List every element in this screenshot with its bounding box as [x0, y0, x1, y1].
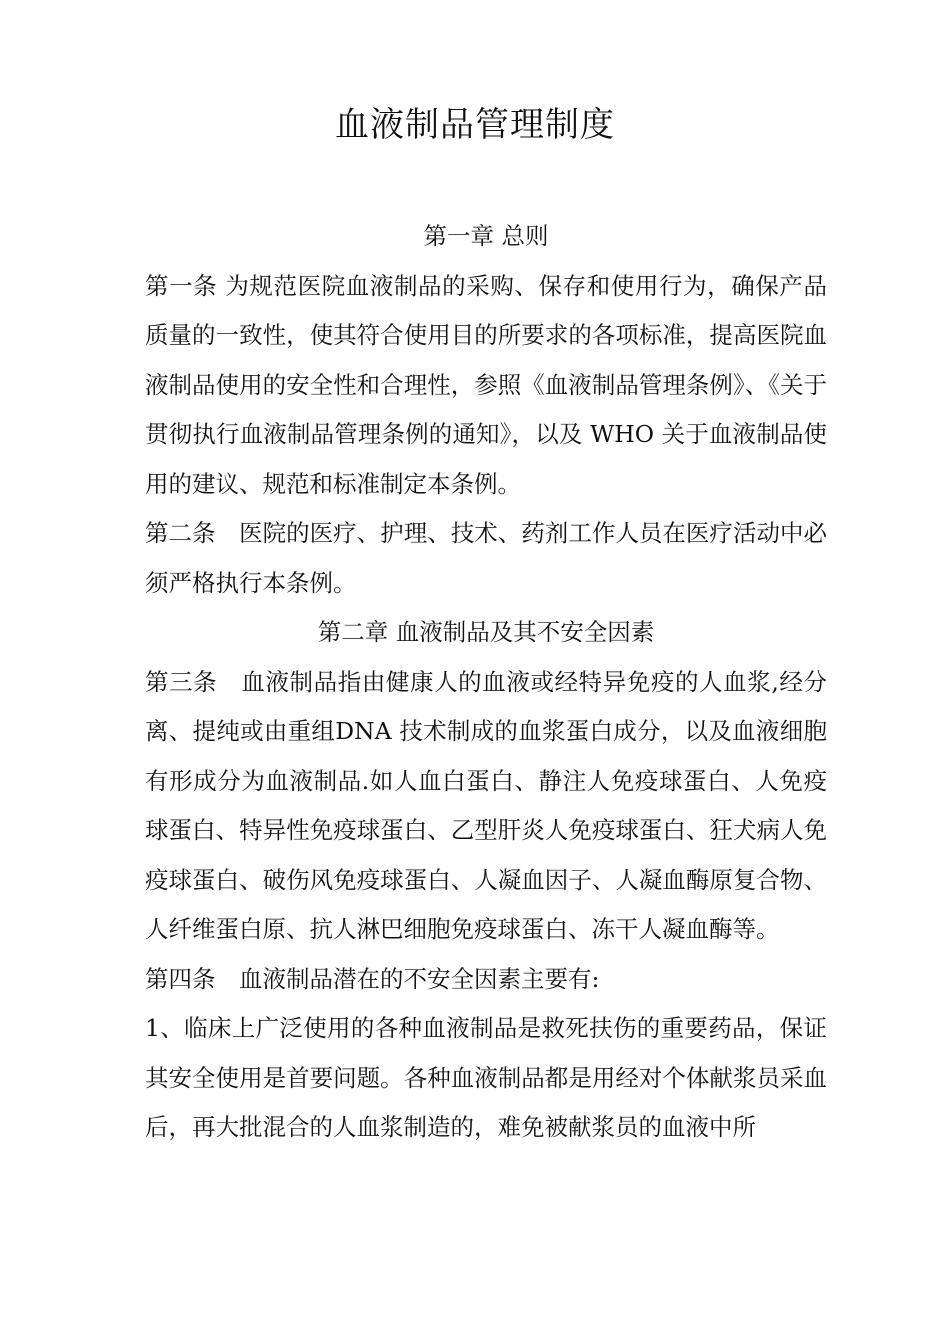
- article-label: 第四条: [145, 964, 216, 993]
- article-text: 为规范医院血液制品的采购、保存和使用行为，确保产品质量的一致性，使其符合使用目的所要求的各项标准，提高医院血液制品使用的安全性和合理性，参照《血液制品管理条例》、《关于贯彻执行血液制品管理条例的通知》，以及 WHO 关于血液制品使用的建议、规范和标准制定本条例。: [145, 271, 827, 498]
- item-number: 1、: [145, 1014, 185, 1042]
- article-paragraph: [145, 658, 827, 955]
- article-text: 血液制品潜在的不安全因素主要有:: [239, 964, 600, 993]
- chapter-heading: 第二章 血液制品及其不安全因素: [317, 618, 655, 646]
- document-body: [145, 212, 827, 1153]
- article-paragraph: [145, 262, 827, 510]
- chapter-heading: 第一章 总则: [423, 222, 549, 250]
- item-text: 临床上广泛使用的各种血液制品是救死扶伤的重要药品，保证其安全使用是首要问题。各种血液制品都是用经对个体献浆员采血后，再大批混合的人血浆制造的，难免被献浆员的血液中所: [145, 1014, 828, 1141]
- article-text: 医院的医疗、护理、技术、药剂工作人员在医疗活动中必须严格执行本条例。: [145, 519, 828, 597]
- article-label: 第一条: [145, 271, 218, 300]
- article-label: 第二条: [145, 519, 216, 547]
- article-paragraph: [145, 955, 827, 1005]
- article-text: 血液制品指由健康人的血液或经特异免疫的人血浆,经分离、提纯或由重组DNA 技术制成的血浆蛋白成分，以及血液细胞有形成分为血液制品.如人血白蛋白、静注人免疫球蛋白、人免疫球蛋白、特异性免疫球蛋白、乙型肝炎人免疫球蛋白、狂犬病人免疫球蛋白、破伤风免疫球蛋白、人凝血因子、人凝血酶原复合物、人纤维蛋白原、抗人淋巴细胞免疫球蛋白、冻干人凝血酶等。: [145, 667, 827, 943]
- article-paragraph: [145, 509, 827, 608]
- document-title: 血液制品管理制度: [335, 105, 615, 145]
- numbered-item: [145, 1004, 827, 1153]
- article-label: 第三条: [145, 667, 218, 696]
